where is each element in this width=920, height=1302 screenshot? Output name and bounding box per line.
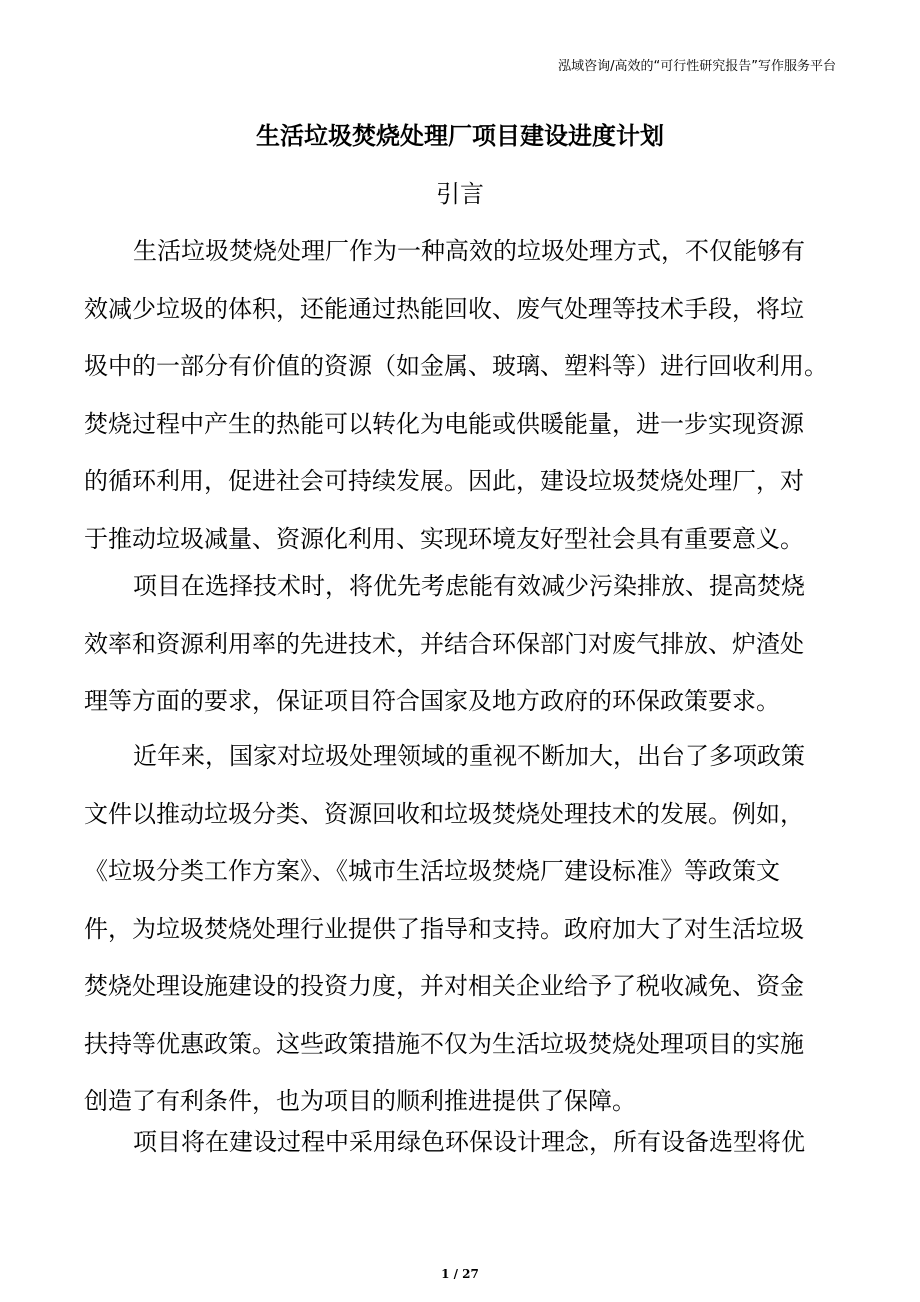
paragraph-line: 效率和资源利用率的先进技术，并结合环保部门对废气排放、炉渣处 — [84, 629, 804, 658]
paragraph-line: 项目将在建设过程中采用绿色环保设计理念，所有设备选型将优 — [133, 1128, 805, 1156]
paragraph-line: 圾中的一部分有价值的资源（如金属、玻璃、塑料等）进行回收利用。 — [84, 352, 828, 380]
document-title: 生活垃圾焚烧处理厂项目建设进度计划 — [256, 122, 664, 150]
paragraph-line: 焚烧处理设施建设的投资力度，并对相关企业给予了税收减免、资金 — [84, 972, 804, 1000]
page-header: 泓域咨询/高效的“可行性研究报告”写作服务平台 — [558, 59, 836, 74]
paragraph-line: 于推动垃圾减量、资源化利用、实现环境友好型社会具有重要意义。 — [84, 524, 804, 553]
paragraph-intro — [0, 223, 920, 568]
paragraph-line: 的循环利用，促进社会可持续发展。因此，建设垃圾焚烧处理厂，对 — [84, 467, 804, 495]
paragraph-green-design — [0, 1114, 920, 1172]
paragraph-line: 生活垃圾焚烧处理厂作为一种高效的垃圾处理方式，不仅能够有 — [133, 237, 805, 265]
paragraph-line: 创造了有利条件，也为项目的顺利推进提供了保障。 — [84, 1087, 636, 1115]
paragraph-line: 文件以推动垃圾分类、资源回收和垃圾焚烧处理技术的发展。例如， — [84, 799, 804, 828]
paragraph-line: 件，为垃圾焚烧处理行业提供了指导和支持。政府加大了对生活垃圾 — [84, 914, 804, 943]
paragraph-line: 近年来，国家对垃圾处理领域的重视不断加大，出台了多项政策 — [133, 742, 805, 770]
paragraph-technology — [0, 558, 920, 731]
paragraph-line: 效减少垃圾的体积，还能通过热能回收、废气处理等技术手段，将垃 — [84, 294, 804, 323]
paragraph-line: 扶持等优惠政策。这些政策措施不仅为生活垃圾焚烧处理项目的实施 — [84, 1029, 804, 1058]
paragraph-policy — [0, 728, 920, 1131]
page-number: 1 / 27 — [441, 1267, 479, 1281]
paragraph-line: 项目在选择技术时，将优先考虑能有效减少污染排放、提高焚烧 — [133, 572, 805, 600]
section-title: 引言 — [436, 180, 484, 208]
paragraph-line: 《垃圾分类工作方案》、《城市生活垃圾焚烧厂建设标准》等政策文 — [84, 857, 780, 885]
paragraph-line: 理等方面的要求，保证项目符合国家及地方政府的环保政策要求。 — [84, 687, 780, 715]
paragraph-line: 焚烧过程中产生的热能可以转化为电能或供暖能量，进一步实现资源 — [84, 409, 804, 438]
